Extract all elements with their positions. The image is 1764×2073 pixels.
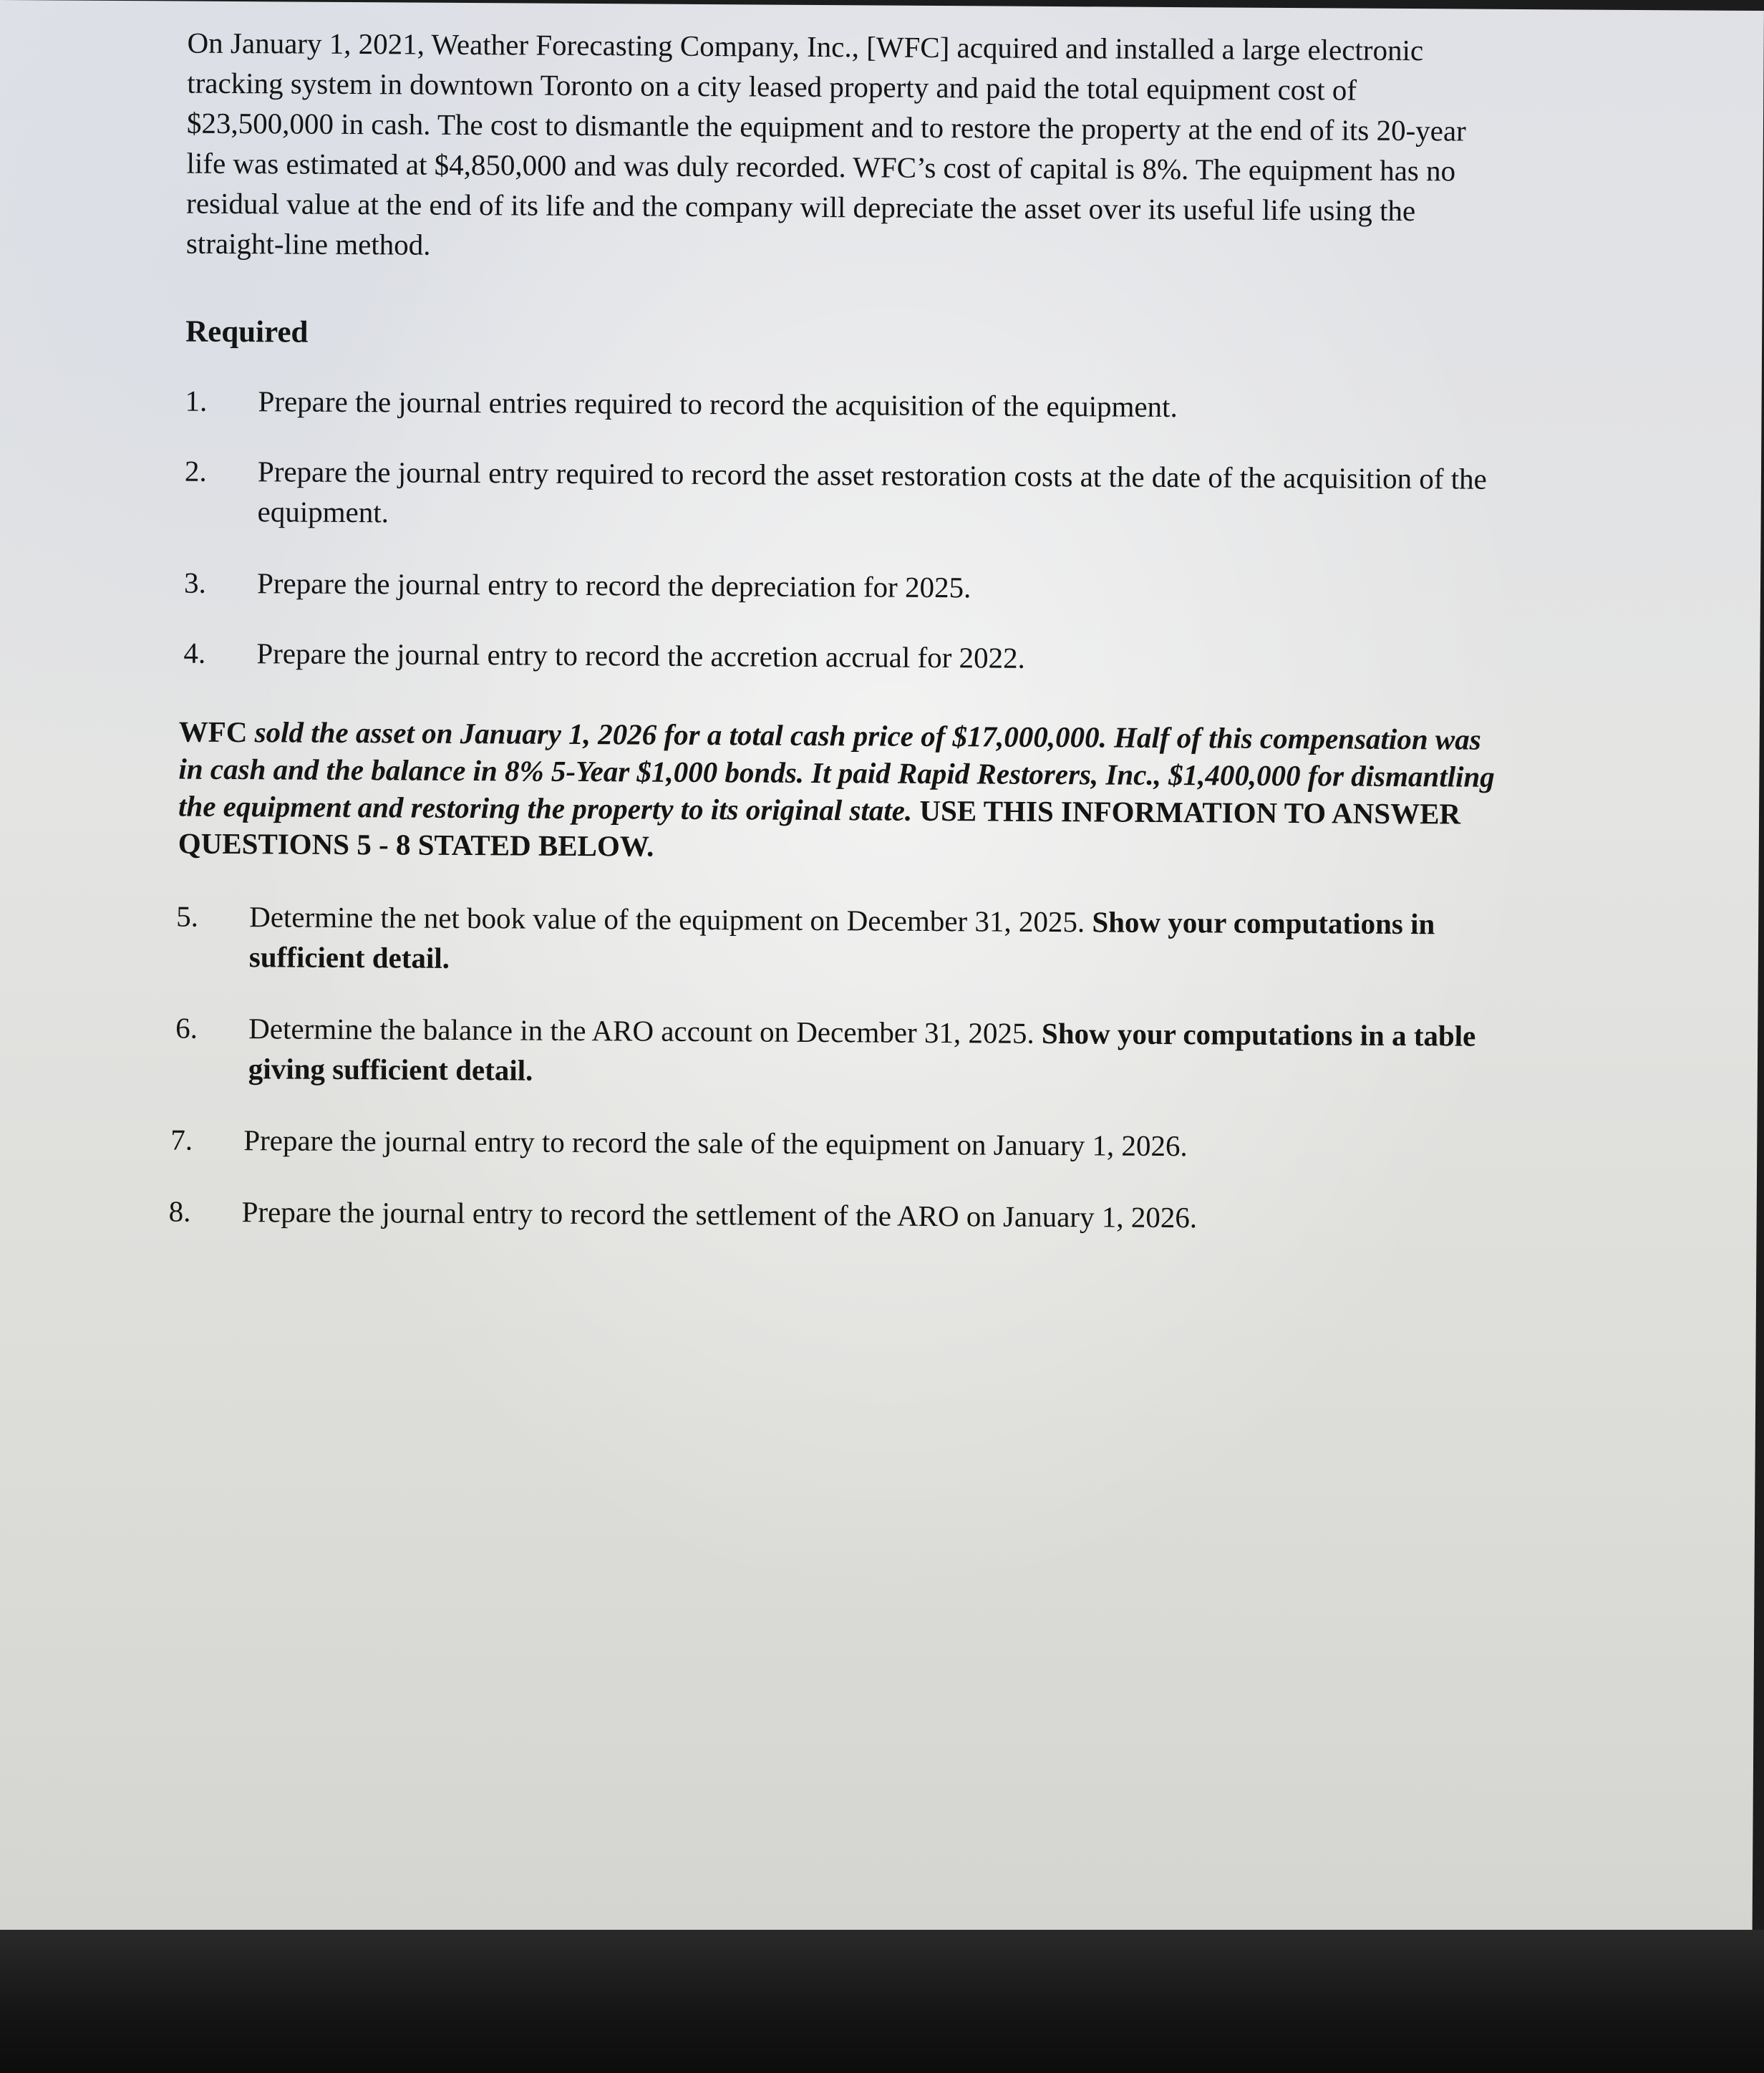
question-text: Prepare the journal entry to record the depreciation for 2025. — [256, 566, 971, 604]
sale-lead: WFC — [178, 715, 248, 749]
question-text: Prepare the journal entry to record the sale of the equipment on January 1, 2026. — [243, 1124, 1188, 1163]
questions-part1 — [183, 381, 1516, 681]
question-item — [176, 897, 1496, 985]
background-surface — [0, 1930, 1764, 2073]
question-text: Prepare the journal entry required to record the asset restoration costs at the date of the acquisition of the equipment. — [257, 455, 1487, 529]
question-item — [169, 1191, 1488, 1239]
question-emphasis: Show your computations in a table giving sufficient detail. — [248, 1016, 1476, 1087]
question-emphasis: Show your computations in sufficient detail. — [248, 905, 1435, 975]
question-text: Prepare the journal entry to record the settlement of the ARO on January 1, 2026. — [241, 1195, 1198, 1234]
question-text: Prepare the journal entries required to record the acquisition of the equipment. — [258, 385, 1178, 424]
question-text: Prepare the journal entry to record the accretion accrual for 2022. — [256, 637, 1026, 675]
question-number: 6. — [175, 1011, 198, 1045]
question-text: Determine the balance in the ARO account on December 31, 2025. — [248, 1012, 1034, 1050]
document-body — [168, 23, 1519, 1240]
intro-paragraph: On January 1, 2021, Weather Forecasting Company, Inc., [WFC] acquired and installed a large electronic tracking system in downtown Toronto on a city leased property and paid the total equipment cost of $23,500,000 in cash. The cost to dismantle the equipment and to restore the property at the end of its 20-year life was estimated at $4,850,000 and was duly recorded. WFC’s cost of capital is 8%. The equipment has no residual value at the end of its life and the company will depreciate the asset over its useful life using the straight-line method. — [185, 26, 1466, 261]
question-number: 5. — [176, 899, 199, 933]
question-number: 4. — [183, 636, 206, 670]
question-item — [185, 381, 1503, 429]
question-text: Determine the net book value of the equipment on December 31, 2025. — [249, 900, 1085, 939]
question-item — [184, 451, 1503, 539]
question-number: 3. — [183, 566, 206, 599]
sale-information — [178, 713, 1503, 870]
required-heading: Required — [185, 314, 309, 349]
question-item — [175, 1008, 1495, 1096]
question-number: 2. — [184, 454, 207, 488]
question-number: 7. — [170, 1123, 193, 1156]
questions-part2 — [168, 897, 1514, 1240]
question-item — [183, 633, 1502, 681]
sale-instruction: USE THIS INFORMATION TO ANSWER QUESTIONS 5 - 8 STATED BELOW. — [178, 793, 1461, 863]
sale-details: sold the asset on January 1, 2026 for a total cash price of $17,000,000. Half of this compensation was in cash and the balance in 8% 5-Year $1,000 bonds. It paid Rapid Restorers, Inc., $1,400,000 for dismantling the equipment and restoring the property to its original state. — [178, 715, 1495, 827]
question-item — [170, 1119, 1489, 1167]
question-item — [184, 563, 1503, 611]
question-number: 8. — [168, 1194, 191, 1228]
question-number: 1. — [185, 384, 208, 417]
